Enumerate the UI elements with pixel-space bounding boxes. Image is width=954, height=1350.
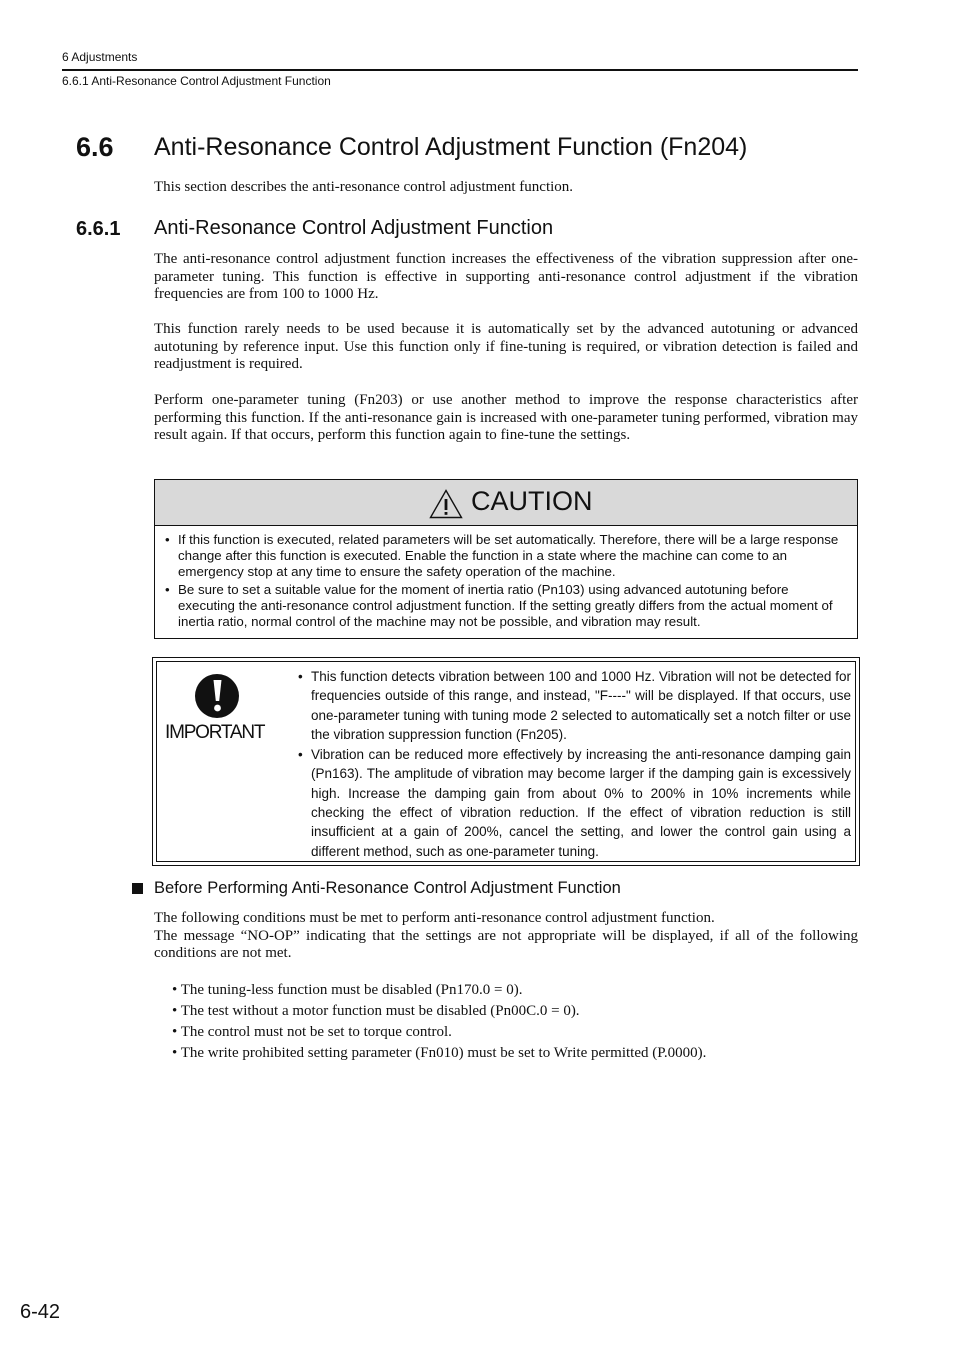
- condition-item: • The control must not be set to torque control.: [172, 1022, 706, 1043]
- square-bullet-icon: [132, 883, 143, 894]
- caution-box: [154, 479, 858, 639]
- caution-header: [155, 480, 857, 526]
- caution-list: [163, 532, 847, 631]
- subsection-number: 6.6.1: [76, 218, 121, 240]
- conditions-list: [172, 980, 706, 1064]
- header-rule: [62, 69, 858, 71]
- paragraph-1: The anti-resonance control adjustment function increases the effectiveness of the vibration suppression after one-parameter tuning. This function is effective in supporting anti-resonance control adjustment if the vibration frequencies are from 100 to 1000 Hz.: [154, 251, 858, 302]
- running-header-chapter: 6 Adjustments: [62, 50, 138, 64]
- important-list: [297, 667, 851, 862]
- important-box: [152, 657, 860, 866]
- condition-item: • The write prohibited setting parameter (Fn010) must be set to Write permitted (P.0000).: [172, 1043, 706, 1064]
- warning-triangle-icon: [429, 489, 463, 524]
- caution-item: • If this function is executed, related parameters will be set automatically. Therefore, there will be a large response change after this function is executed. Enable the function in a state where the machine can come to an emergency stop at any time to ensure the safety operation of the machine.: [163, 532, 847, 581]
- caution-title: CAUTION: [471, 486, 593, 516]
- important-box-inner: [156, 661, 856, 862]
- paragraph-3: Perform one-parameter tuning (Fn203) or use another method to improve the response characteristics after performing this function. If the anti-resonance gain is increased with one-parameter tuning performed, vibration may result again. If that occurs, perform this function again to fine-tune the settings.: [154, 392, 858, 443]
- paragraph-2: This function rarely needs to be used because it is automatically set by the advanced autotuning or advanced autotuning by reference input. Use this function only if fine-tuning is required, or vibration detection is failed and readjustment is required.: [154, 321, 858, 372]
- condition-item: • The tuning-less function must be disabled (Pn170.0 = 0).: [172, 980, 706, 1001]
- subsection-title: Anti-Resonance Control Adjustment Function: [154, 217, 554, 239]
- condition-item: • The test without a motor function must be disabled (Pn00C.0 = 0).: [172, 1001, 706, 1022]
- important-label: IMPORTANT: [165, 722, 265, 743]
- page-number: 6-42: [20, 1301, 61, 1323]
- running-header-section: 6.6.1 Anti-Resonance Control Adjustment Function: [62, 74, 331, 88]
- important-item: • This function detects vibration between 100 and 1000 Hz. Vibration will not be detected for frequencies outside of this range, and instead, "F----" will be displayed. If that occurs, use one-parameter tuning with tuning mode 2 selected to automatically set a notch filter or use the vibration suppression function (Fn205).: [297, 667, 851, 744]
- before-heading: Before Performing Anti-Resonance Control Adjustment Function: [154, 879, 621, 897]
- section-title: Anti-Resonance Control Adjustment Function (Fn204): [154, 133, 748, 161]
- section-intro: This section describes the anti-resonance control adjustment function.: [154, 179, 574, 195]
- before-paragraph: The following conditions must be met to perform anti-resonance control adjustment function. The message “NO-OP” indicating that the settings are not appropriate will be displayed, if all of the following conditions are not met.: [154, 910, 858, 961]
- important-item: • Vibration can be reduced more effectively by increasing the anti-resonance damping gain (Pn163). The amplitude of vibration may become larger if the damping gain is excessively high. Increase the damping gain from about 0% to 200% in 10% increments while checking the effect of vibration reduction. If the effect of vibration reduction is still insufficient at a gain of 200%, cancel the setting, and lower the control gain using a different method, such as one-parameter tuning.: [297, 745, 851, 861]
- section-number: 6.6: [76, 132, 114, 162]
- exclamation-icon: [194, 672, 240, 725]
- caution-item: • Be sure to set a suitable value for the moment of inertia ratio (Pn103) using advanced autotuning before executing the anti-resonance control adjustment function. If the setting greatly differs from the actual moment of inertia ratio, normal control of the machine may not be possible, and vibration may result.: [163, 582, 847, 631]
